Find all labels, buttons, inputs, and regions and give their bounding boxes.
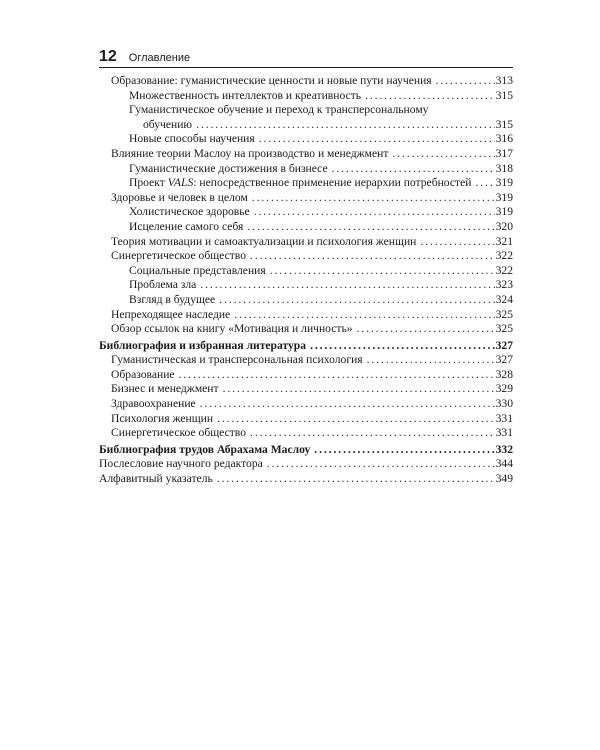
toc-entry-title: Новые способы научения <box>129 132 255 146</box>
toc-entry <box>99 249 513 264</box>
toc-entry-title: Гуманистические достижения в бизнесе <box>129 161 328 175</box>
toc-entry <box>99 397 513 412</box>
dot-leader <box>357 322 495 337</box>
toc-entry-title: Взгляд в будущее <box>129 292 216 306</box>
toc-entry-title: Социальные представления <box>129 263 266 277</box>
toc-entry-page: 344 <box>495 457 513 471</box>
toc-entry-page: 327 <box>495 338 513 352</box>
dot-leader <box>314 443 494 458</box>
running-title: Оглавление <box>128 52 191 64</box>
dot-leader <box>179 368 495 383</box>
toc-entry-page: 331 <box>495 411 513 425</box>
page-number: 12 <box>99 48 117 65</box>
toc-entry <box>99 322 513 337</box>
dot-leader <box>270 264 495 279</box>
toc-entry-title: Алфавитный указатель <box>99 472 213 486</box>
toc-entry-title: Библиография и избранная литература <box>99 338 307 352</box>
toc-entry-page: 320 <box>495 219 513 233</box>
toc-entry-page: 322 <box>495 263 513 277</box>
toc-entry-title <box>129 176 471 191</box>
toc-entry <box>99 132 513 147</box>
toc-entry-title: Психология женщин <box>111 411 214 425</box>
toc-entry-title: Образование <box>111 367 175 381</box>
dot-leader <box>254 205 495 220</box>
toc-entry-title: Синергетическое общество <box>111 426 247 440</box>
toc-entry <box>99 74 513 89</box>
running-header <box>99 47 513 68</box>
toc-entry-page: 331 <box>495 426 513 440</box>
toc-entry-page: 323 <box>495 278 513 292</box>
toc-entry-page: 322 <box>495 249 513 263</box>
title-suffix: : непосредственное применение иерархии потребностей <box>193 176 472 190</box>
toc-entry-page: 319 <box>495 205 513 219</box>
toc-entry <box>99 426 513 441</box>
toc-entry-page: 328 <box>495 367 513 381</box>
toc-entry-title: Гуманистическая и трансперсональная психология <box>111 353 363 367</box>
toc-entry-title: Исцеление самого себя <box>129 219 244 233</box>
toc-entry <box>99 235 513 250</box>
dot-leader <box>436 74 495 89</box>
toc-entry <box>99 220 513 235</box>
toc-entry-title: Теория мотивации и самоактуализации и психология женщин <box>111 234 417 248</box>
toc-entry-page: 315 <box>495 88 513 102</box>
toc-entry-title: Бизнес и менеджмент <box>111 382 219 396</box>
dot-leader <box>217 472 495 487</box>
dot-leader <box>234 308 494 323</box>
toc-entry-page: 317 <box>495 146 513 160</box>
toc-entry-page: 318 <box>495 161 513 175</box>
dot-leader <box>252 191 495 206</box>
dot-leader <box>223 382 495 397</box>
toc-entry <box>99 412 513 427</box>
table-of-contents <box>99 74 513 487</box>
dot-leader <box>420 235 494 250</box>
toc-entry <box>99 472 513 487</box>
toc-entry <box>99 89 513 104</box>
toc-entry <box>99 293 513 308</box>
toc-entry <box>99 264 513 279</box>
toc-entry <box>99 118 513 133</box>
dot-leader <box>310 339 495 354</box>
toc-entry-title-line1: Гуманистическое обучение и переход к трансперсональному <box>129 103 429 117</box>
dot-leader <box>219 293 494 308</box>
dot-leader <box>475 176 494 191</box>
title-prefix: Проект <box>129 176 168 190</box>
dot-leader <box>250 426 495 441</box>
dot-leader <box>392 147 494 162</box>
toc-entry-title: Обзор ссылок на книгу «Мотивация и личность» <box>111 322 353 336</box>
toc-entry-title-line2: обучению <box>143 117 193 131</box>
toc-entry-page: 330 <box>495 397 513 411</box>
toc-entry-page: 313 <box>495 74 513 87</box>
toc-entry-page: 319 <box>495 190 513 204</box>
toc-entry <box>99 308 513 323</box>
toc-entry-title: Послесловие научного редактора <box>99 457 263 471</box>
toc-entry-title: Холистическое здоровье <box>129 205 250 219</box>
toc-entry <box>99 147 513 162</box>
toc-entry-title: Образование: гуманистические ценности и новые пути научения <box>111 74 432 87</box>
toc-entry <box>99 205 513 220</box>
toc-entry-title: Проблема зла <box>129 278 197 292</box>
toc-entry <box>99 457 513 472</box>
toc-entry-page: 327 <box>495 353 513 367</box>
toc-entry-page: 332 <box>495 442 513 456</box>
dot-leader <box>217 412 495 427</box>
toc-entry-page: 321 <box>495 234 513 248</box>
toc-entry-page: 325 <box>495 307 513 321</box>
dot-leader <box>267 457 495 472</box>
dot-leader <box>200 397 495 412</box>
toc-entry-page: 324 <box>495 292 513 306</box>
toc-entry-title: Влияние теории Маслоу на производство и менеджмент <box>111 146 389 160</box>
toc-entry-title: Библиография трудов Абрахама Маслоу <box>99 442 311 456</box>
toc-entry-page: 319 <box>495 176 513 190</box>
dot-leader <box>250 249 495 264</box>
toc-entry-page: 329 <box>495 382 513 396</box>
toc-entry-title: Здоровье и человек в целом <box>111 190 248 204</box>
toc-entry <box>99 382 513 397</box>
toc-entry-title: Непреходящее наследие <box>111 307 231 321</box>
toc-entry-title: Синергетическое общество <box>111 249 247 263</box>
dot-leader <box>196 118 495 133</box>
dot-leader <box>332 162 495 177</box>
toc-entry <box>99 191 513 206</box>
toc-entry <box>99 176 513 191</box>
toc-entry-page: 325 <box>495 322 513 336</box>
toc-chapter-entry <box>99 339 513 354</box>
toc-entry <box>99 162 513 177</box>
toc-entry <box>99 278 513 293</box>
dot-leader <box>259 132 495 147</box>
title-italic: VALS <box>167 176 194 190</box>
toc-entry-page: 349 <box>495 472 513 486</box>
dot-leader <box>247 220 494 235</box>
toc-entry-title: Множественность интеллектов и креативность <box>129 88 362 102</box>
dot-leader <box>200 278 494 293</box>
toc-entry <box>99 353 513 368</box>
toc-entry-page: 316 <box>495 132 513 146</box>
dot-leader <box>367 353 495 368</box>
toc-chapter-entry <box>99 443 513 458</box>
toc-entry-title: Здравоохранение <box>111 397 196 411</box>
toc-entry <box>99 368 513 383</box>
dot-leader <box>365 89 495 104</box>
toc-entry-page: 315 <box>495 117 513 131</box>
